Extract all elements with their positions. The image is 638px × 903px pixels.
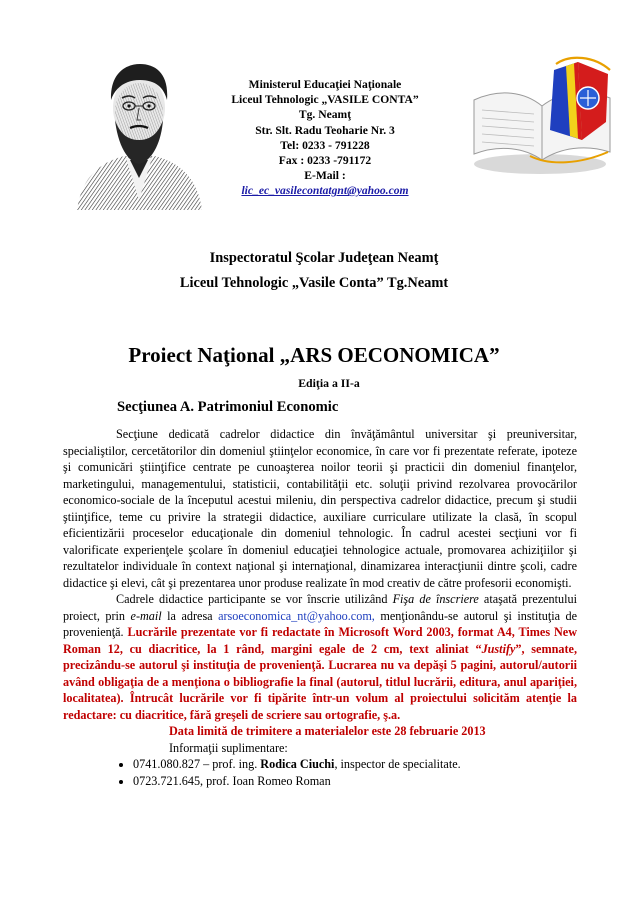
- edition-label: [0, 376, 638, 391]
- formatting-rules-1: Lucrările prezentate vor fi redactate în Microsoft Word 2003, format A4, Times New Roman 12, cu diacritice, la 1 rând, margini egale de 2 cm, text aliniat “: [63, 625, 577, 656]
- ars-oeconomica-logo: [470, 52, 618, 180]
- portrait-image: [72, 50, 207, 210]
- submission-paragraph: [63, 591, 577, 723]
- street-line: Str. Slt. Radu Teoharie Nr. 3: [255, 123, 395, 137]
- contact-1-text: 0741.080.827 – prof. ing.: [133, 757, 261, 771]
- email-label: E-Mail :: [304, 169, 346, 183]
- contact-item: [133, 756, 577, 773]
- inspectorate-heading: Inspectoratul Şcolar Judeţean Neamţ: [209, 250, 439, 266]
- info-label: Informaţii suplimentare:: [169, 740, 288, 755]
- deadline-notice: Data limită de trimitere a materialelor este 28 februarie 2013: [169, 724, 486, 738]
- school-contact-block: [200, 77, 450, 199]
- edition-text: Ediţia a II-a: [298, 376, 360, 390]
- school-email-link[interactable]: lic_ec_vasilecontatgnt@yahoo.com: [241, 184, 409, 198]
- institution-headings: [0, 248, 638, 298]
- project-title-text: Proiect Naţional „ARS OECONOMICA”: [128, 343, 500, 367]
- justify-word: Justify: [481, 641, 516, 656]
- body-text: [63, 426, 577, 789]
- submission-email-link[interactable]: arsoeconomica_nt@yahoo.com,: [218, 608, 375, 623]
- para2-text-2: ataşată prezentului proiect, prin: [63, 592, 577, 623]
- ministry-line: Ministerul Educaţiei Naţionale: [248, 78, 402, 91]
- formatting-rules: [63, 625, 577, 722]
- phone-line: Tel: 0233 - 791228: [280, 138, 370, 152]
- school-heading: Liceul Tehnologic „Vasile Conta” Tg.Neamt: [179, 275, 449, 291]
- contact-2-text: 0723.721.645, prof. Ioan Romeo Roman: [133, 773, 331, 788]
- city-line: Tg. Neamţ: [298, 108, 352, 122]
- email-word: e-mail: [130, 608, 162, 623]
- contact-1-role: , inspector de specialitate.: [334, 757, 461, 771]
- fax-line: Fax : 0233 -791172: [278, 154, 372, 168]
- contact-1-name: Rodica Ciuchi: [260, 757, 335, 771]
- contact-list: [63, 756, 577, 789]
- formatting-rules-2: ”, semnate, precizându-se autorul şi instituţia de provenienţă. Lucrarea nu va depăşi 5 pagini, autorul/autorii având obligaţia de a menţiona o bibliografie la final (autorul, titlul lucrării, editura, anul apariţiei, localitatea). Întrucât lucrările vor fi tipărite într-un volum al proiectului solicităm atenţie la redactare: cu diacritice, fără greşeli de scriere sau ortografie, ş.a.: [63, 641, 577, 722]
- description-paragraph: Secţiune dedicată cadrelor didactice din învăţământul universitar şi preuniversitar, specialiştilor, cercetătorilor din domeniul ştiinţelor economice, în care vor fi prezentate referate, ipoteze şi comunicări ştiinţifice centrate pe cunoaşterea noilor teorii şi practicii din domeniul finanţelor, marketingului, managementului, statisticii, contabilităţii etc. soluţii privind rezolvarea provocărilor economico-sociale de la începutul acestui mileniu, din perspectiva cadrelor didactice, precum şi studii ştiinţifice, teme cu privire la strategii didactice, auxiliare curriculare utilizate la clasă, în scopul eficientizării proceselor educaţionale din domeniul tehnologic. În cadrul acestei secţiuni vor fi valorificate experienţele şcolare în domeniul educaţiei tehnologice actuale, promovarea achiziţiilor şi rezultatelor individuale în context naţional şi internaţional, dinamizarea interacţiunii dintre şcoli, cadre didactice şi elevi, cât şi prezentarea unor produse realizate în mod creativ de către profesorii economişti.: [63, 427, 577, 590]
- form-name: Fişa de înscriere: [392, 592, 479, 606]
- project-title: [0, 343, 638, 368]
- para2-text-1: Cadrele didactice participante se vor înscrie utilizând: [116, 592, 393, 606]
- section-title: Secţiunea A. Patrimoniul Economic: [117, 399, 339, 415]
- para2-text-4: menţionându-se autorul şi instituţia de provenienţă.: [63, 608, 577, 639]
- contact-item: [133, 773, 577, 790]
- school-name-line: Liceul Tehnologic „VASILE CONTA”: [231, 93, 419, 107]
- para2-text-3: la adresa: [161, 608, 219, 623]
